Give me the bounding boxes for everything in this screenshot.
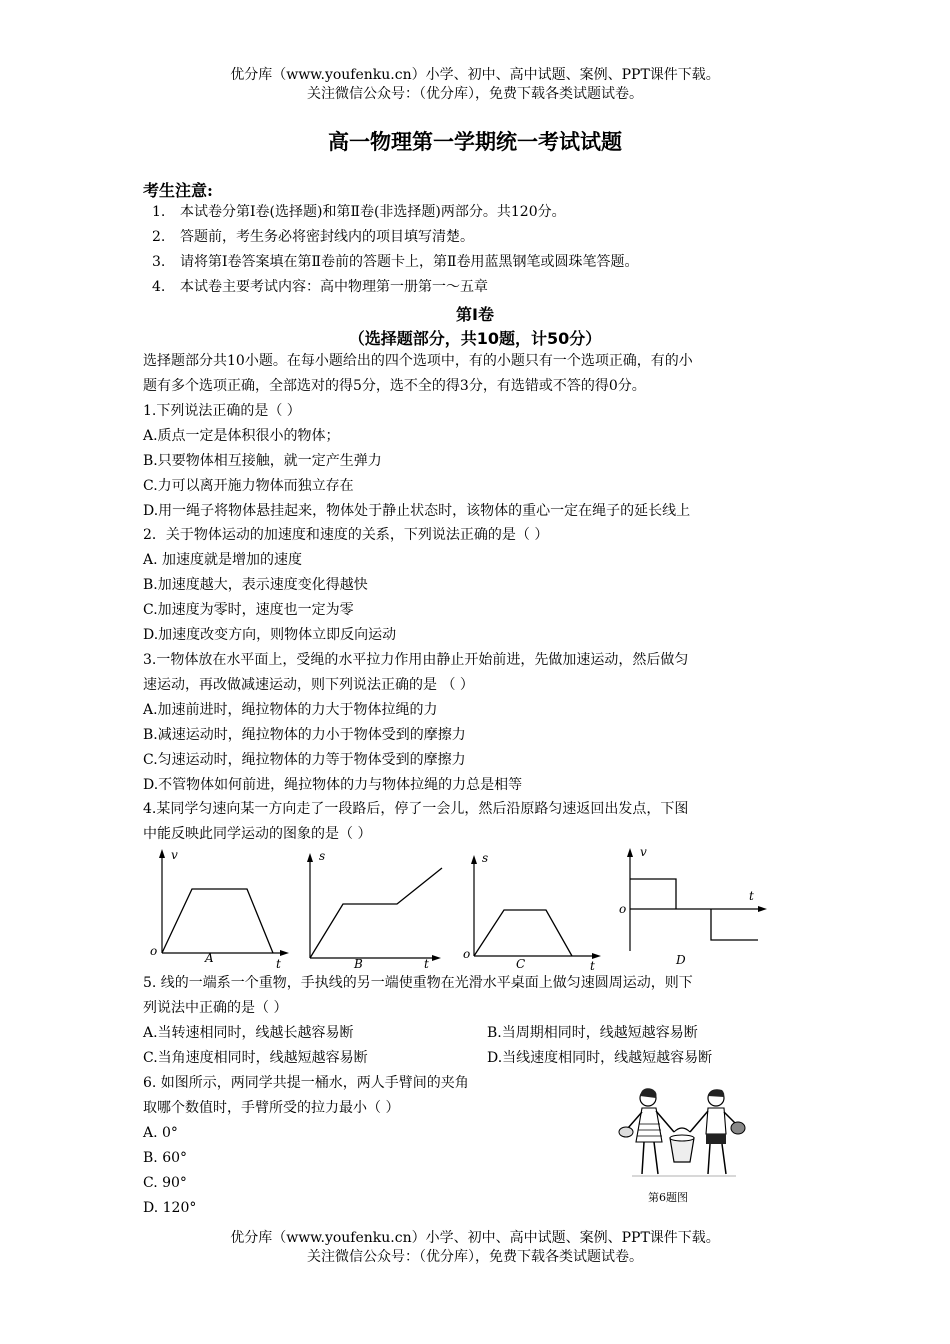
notice-item (152, 253, 639, 271)
y-axis-label: s (319, 849, 326, 863)
y-axis-arrow-icon (307, 853, 313, 862)
notice-item-number: 1. (152, 204, 166, 220)
q2-option-d: D.加速度改变方向，则物体立即反向运动 (143, 627, 397, 643)
notice-item (152, 228, 474, 246)
footer-line-2: 关注微信公众号：（优分库），免费下载各类试题试卷。 (307, 1249, 643, 1265)
q6-illustration (612, 1084, 748, 1186)
right-student-shorts (706, 1134, 726, 1144)
q4-graph-b (296, 846, 446, 971)
q6-option-c: C. 90° (143, 1175, 187, 1191)
y-axis-arrow-icon (159, 849, 165, 858)
x-axis-label: t (424, 957, 429, 971)
q5-stem-line-1: 5. 线的一端系一个重物，手执线的另一端使重物在光滑水平桌面上做匀速圆周运动，则下 (143, 975, 693, 991)
q1-option-c: C.力可以离开施力物体而独立存在 (143, 478, 354, 494)
left-student-bag (619, 1127, 633, 1137)
q1-option-a: A.质点一定是体积很小的物体； (143, 428, 340, 444)
y-axis-label: v (640, 846, 647, 859)
q4-stem-line-2: 中能反映此同学运动的图象的是（ ） (143, 826, 372, 842)
left-student-legs (642, 1142, 658, 1174)
graph-caption: B (354, 957, 363, 971)
q6-stem-line-1: 6. 如图所示，两同学共提一桶水，两人手臂间的夹角 (143, 1075, 469, 1091)
notice-item-text: 请将第Ⅰ卷答案填在第Ⅱ卷前的答题卡上，第Ⅱ卷用蓝黑钢笔或圆珠笔答题。 (180, 254, 639, 270)
bucket-icon (670, 1138, 694, 1162)
origin-label: o (463, 947, 471, 961)
header-line-2: 关注微信公众号：（优分库），免费下载各类试题试卷。 (307, 86, 643, 102)
footer-line-1: 优分库（www.youfenku.cn）小学、初中、高中试题、案例、PPT课件下载。 (230, 1230, 720, 1246)
notice-item-text: 本试卷分第Ⅰ卷(选择题)和第Ⅱ卷(非选择题)两部分。共120分。 (180, 204, 566, 220)
q6-option-d: D. 120° (143, 1200, 197, 1216)
x-axis-arrow-icon (280, 950, 289, 956)
q6-stem-line-2: 取哪个数值时，手臂所受的拉力最小（ ） (143, 1100, 400, 1116)
q5-option-a: A.当转速相同时，线越长越容易断 (143, 1025, 354, 1041)
right-student-legs (708, 1144, 726, 1174)
notice-item-number: 3. (152, 254, 166, 270)
q3-option-c: C.匀速运动时，绳拉物体的力等于物体受到的摩擦力 (143, 752, 466, 768)
q2-option-a: A. 加速度就是增加的速度 (143, 552, 303, 568)
q4-graph-c (456, 846, 606, 971)
graph-caption: A (205, 951, 214, 965)
q2-option-c: C.加速度为零时，速度也一定为零 (143, 602, 354, 618)
page-title: 高一物理第一学期统一考试试题 (328, 130, 622, 154)
origin-label: o (619, 902, 627, 916)
origin-label: o (150, 944, 158, 958)
q2-option-b: B.加速度越大，表示速度变化得越快 (143, 577, 368, 593)
y-axis-arrow-icon (471, 855, 477, 864)
section-name: 第I卷 (456, 305, 494, 324)
q3-stem-line-1: 3.一物体放在水平面上，受绳的水平拉力作用由静止开始前进，先做加速运动，然后做匀 (143, 652, 689, 668)
q5-option-c: C.当角速度相同时，线越短越容易断 (143, 1050, 368, 1066)
graph-line (310, 868, 442, 958)
q1-option-b: B.只要物体相互接触，就一定产生弹力 (143, 453, 382, 469)
q4-graph-d (612, 846, 772, 971)
y-axis-arrow-icon (627, 848, 633, 857)
q6-option-b: B. 60° (143, 1150, 188, 1166)
right-student-free-arm (724, 1112, 736, 1124)
q1-stem: 1.下列说法正确的是（ ） (143, 403, 301, 419)
right-student-arm (690, 1111, 708, 1132)
graph-line (474, 910, 572, 956)
section-subtitle: （选择题部分，共10题，计50分） (348, 329, 602, 348)
notice-item (152, 203, 566, 221)
x-axis-label: t (590, 959, 595, 971)
notice-item (152, 278, 488, 296)
y-axis-label: v (171, 848, 178, 862)
q4-stem-line-1: 4.某同学匀速向某一方向走了一段路后，停了一会儿，然后沿原路匀速返回出发点，下图 (143, 801, 689, 817)
notice-heading: 考生注意: (143, 181, 213, 200)
notice-item-text: 答题前，考生务必将密封线内的项目填写清楚。 (180, 229, 474, 245)
graph-caption: C (516, 957, 526, 971)
x-axis-arrow-icon (432, 955, 441, 961)
section-intro-line-2: 题有多个选项正确，全部选对的得5分，选不全的得3分，有选错或不答的得0分。 (143, 378, 646, 394)
bucket-handle (674, 1128, 690, 1132)
q3-stem-line-2: 速运动，再改做减速运动，则下列说法正确的是 （ ） (143, 677, 474, 693)
x-axis-label: t (749, 889, 754, 903)
right-student-bag (731, 1122, 745, 1134)
bucket-rim (670, 1135, 694, 1141)
q5-option-d: D.当线速度相同时，线越短越容易断 (487, 1050, 713, 1066)
x-axis-arrow-icon (758, 906, 767, 912)
header-line-1: 优分库（www.youfenku.cn）小学、初中、高中试题、案例、PPT课件下载。 (230, 67, 720, 83)
q4-graph-a (140, 846, 290, 971)
q3-option-d: D.不管物体如何前进，绳拉物体的力与物体拉绳的力总是相等 (143, 777, 523, 793)
q3-option-a: A.加速前进时，绳拉物体的力大于物体拉绳的力 (143, 702, 438, 718)
notice-item-number: 4. (152, 279, 166, 295)
q6-figure-caption: 第6题图 (648, 1191, 688, 1204)
q5-stem-line-2: 列说法中正确的是（ ） (143, 1000, 288, 1016)
q1-option-d: D.用一绳子将物体悬挂起来，物体处于静止状态时，该物体的重心一定在绳子的延长线上 (143, 503, 691, 519)
y-axis-label: s (482, 851, 489, 865)
graph-line-negative (711, 909, 758, 940)
right-student-shirt (706, 1108, 726, 1134)
notice-item-text: 本试卷主要考试内容：高中物理第一册第一～五章 (180, 279, 488, 295)
q2-stem: 2．关于物体运动的加速度和速度的关系，下列说法正确的是（ ） (143, 527, 549, 543)
graph-line (162, 889, 273, 953)
q6-option-a: A. 0° (143, 1125, 178, 1141)
q5-option-b: B.当周期相同时，线越短越容易断 (487, 1025, 698, 1041)
section-intro-line-1: 选择题部分共10小题。在每小题给出的四个选项中，有的小题只有一个选项正确，有的小 (143, 353, 693, 369)
graph-caption: D (676, 953, 686, 967)
x-axis-label: t (276, 957, 281, 971)
q3-option-b: B.减速运动时，绳拉物体的力小于物体受到的摩擦力 (143, 727, 466, 743)
notice-item-number: 2. (152, 229, 166, 245)
right-student-hair (708, 1089, 724, 1097)
graph-line-positive (630, 879, 676, 909)
